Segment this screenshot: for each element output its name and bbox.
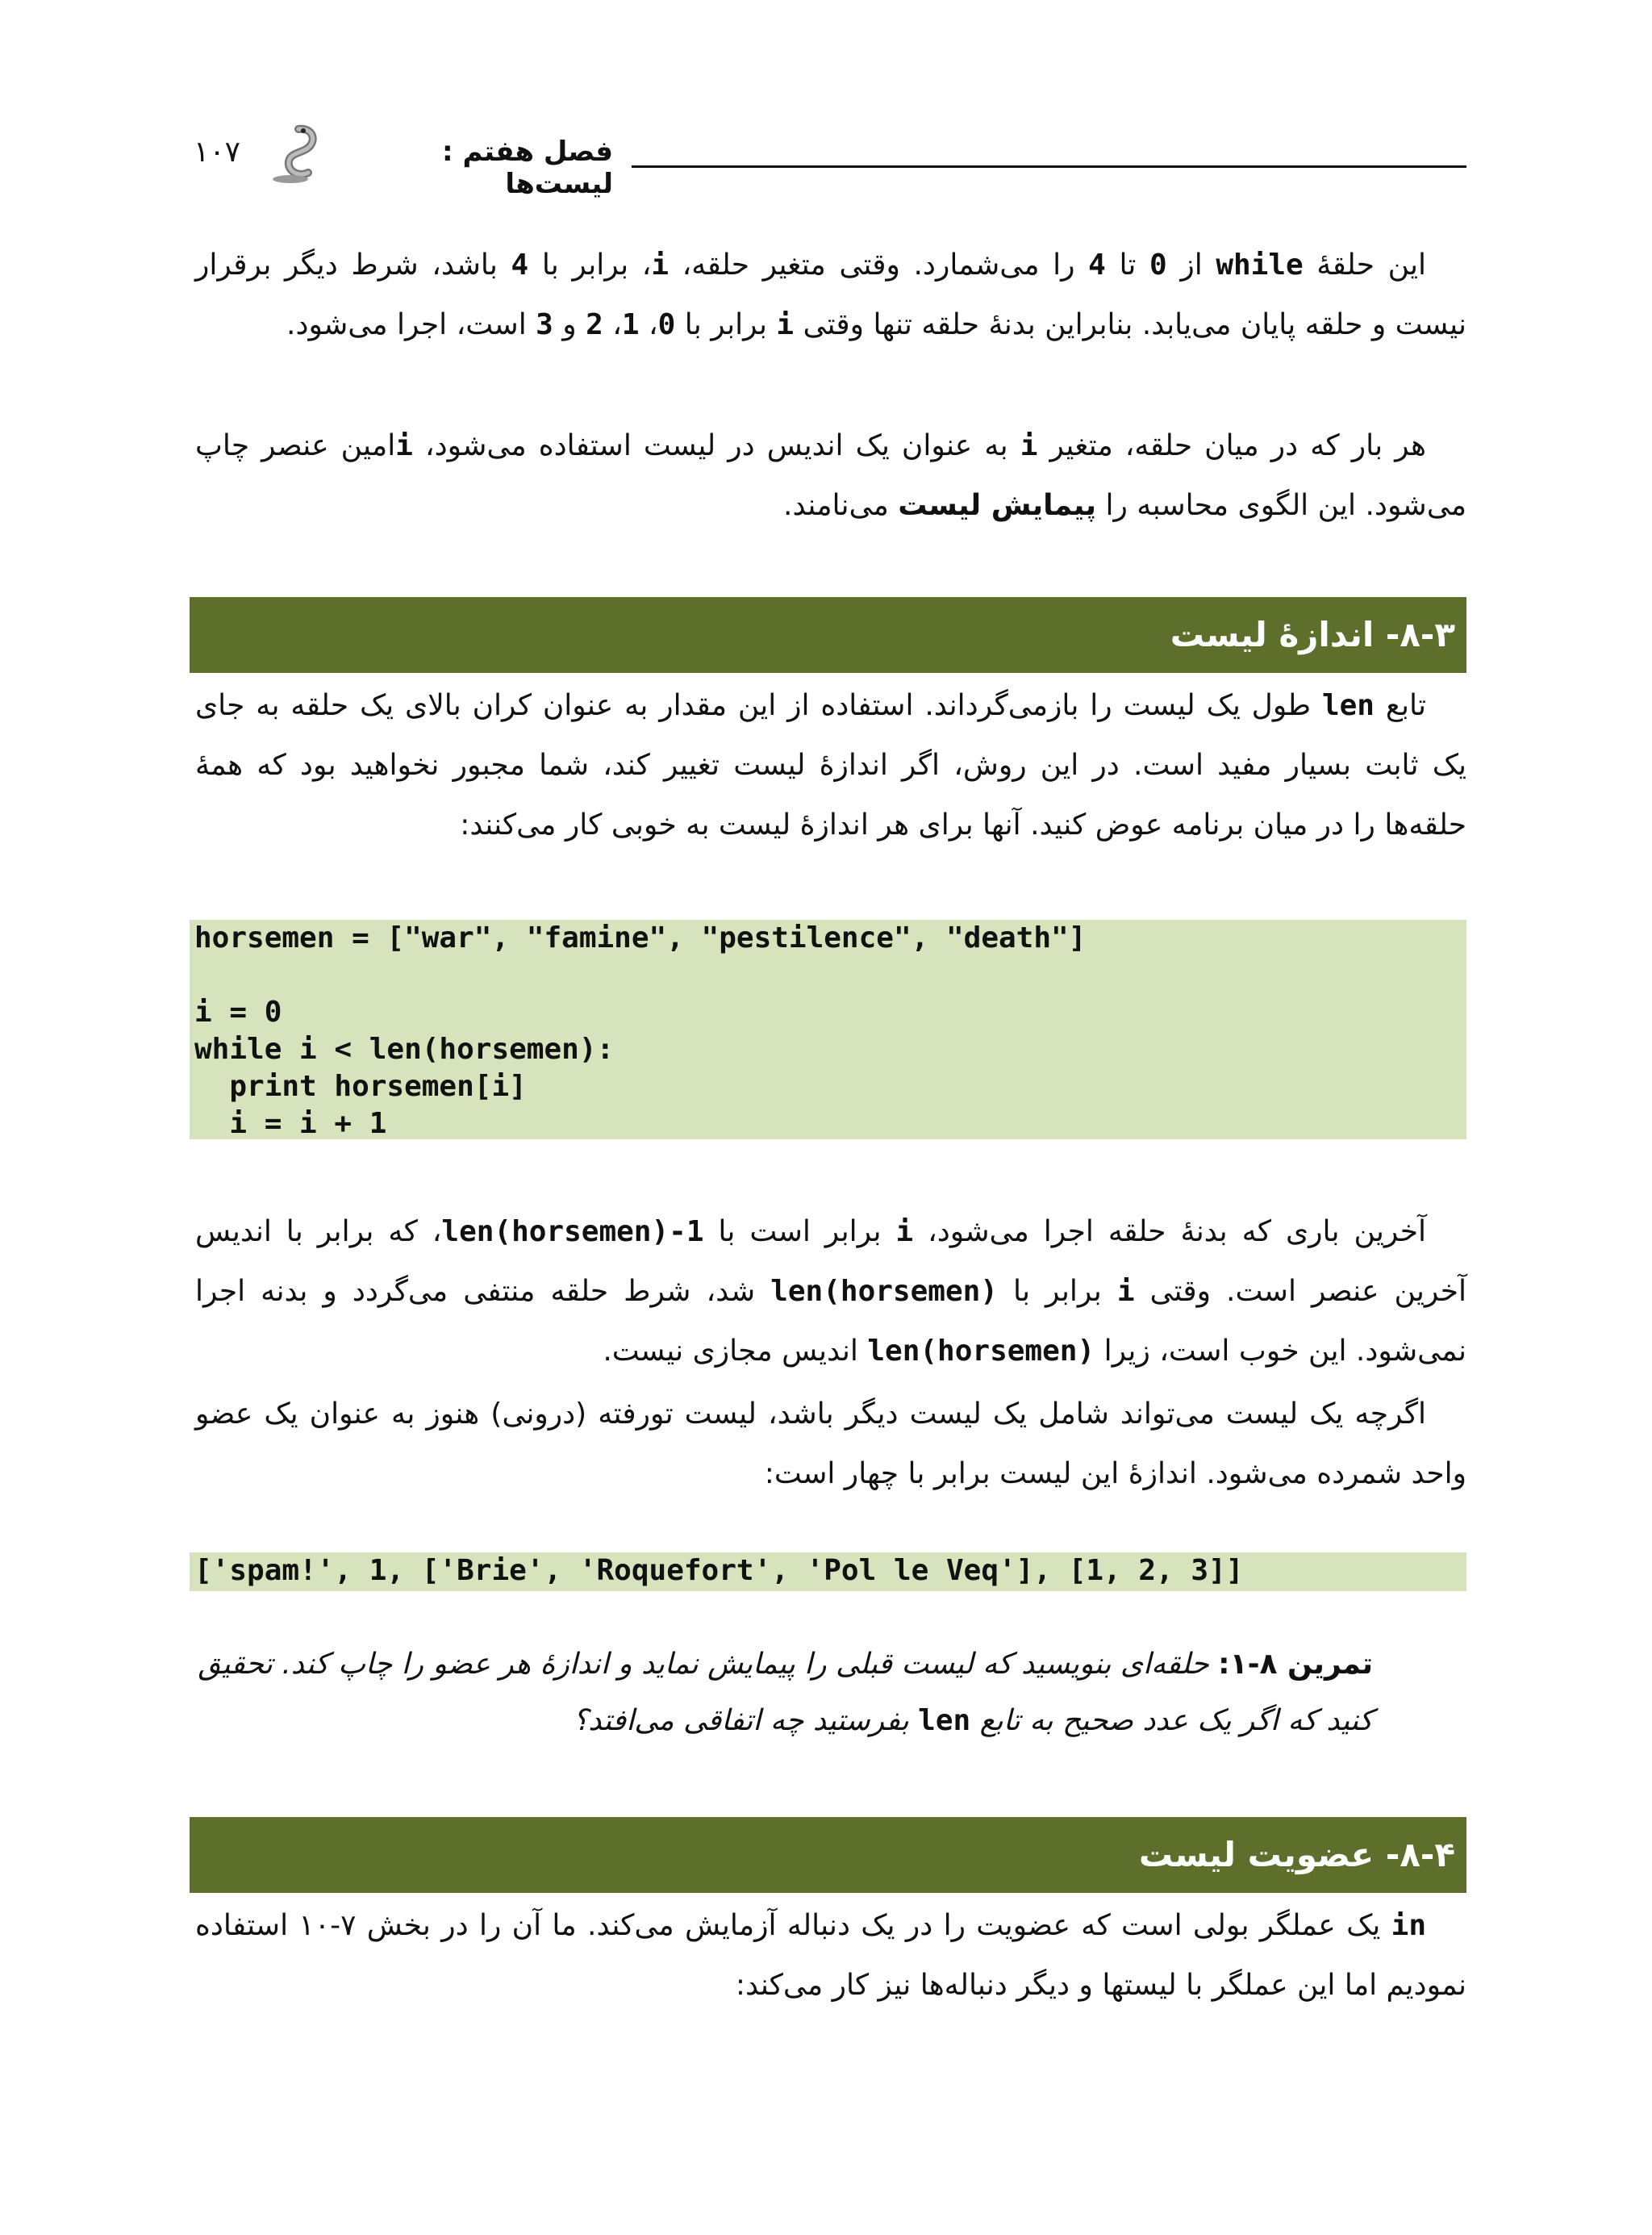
section-heading-list-length: ۸-۳- اندازهٔ لیست xyxy=(190,597,1466,673)
section-3-paragraph-1: تابع len طول یک لیست را بازمی‌گرداند. استفاده از این مقدار به عنوان کران بالای یک حلقه به جای یک ثابت بسیار مفید است. در این روش، اگر اندازهٔ لیست تغییر کند، شما مجبور نخواهید بود که همهٔ حلقه‌ها را در میان برنامه عوض کنید. آنها برای هر اندازهٔ لیست به خوبی کار می‌کنند: xyxy=(195,689,1466,842)
chapter-title: فصل هفتم : لیست‌ها xyxy=(442,136,613,200)
section-heading-list-membership: ۸-۴- عضویت لیست xyxy=(190,1817,1466,1893)
section-3-paragraph-2: آخرین باری که بدنهٔ حلقه اجرا می‌شود، i برابر است با len(horsemen)-1، که برابر با اندیس آخرین عنصر است. وقتی i برابر با len(horsemen) شد، شرط حلقه منتفی می‌گردد و بدنه اجرا نمی‌شود. این خوب است، زیرا len(horsemen) اندیس مجازی نیست. xyxy=(195,1215,1466,1368)
intro-paragraph-2: هر بار که در میان حلقه، متغیر i به عنوان یک اندیس در لیست استفاده می‌شود، iامین عنصر چاپ می‌شود. این الگوی محاسبه را پیمایش لیست می‌نامند. xyxy=(195,429,1466,522)
intro-paragraph-1: این حلقهٔ while از 0 تا 4 را می‌شمارد. وقتی متغیر حلقه، i، برابر با 4 باشد، شرط دیگر برقرار نیست و حلقه پایان می‌یابد. بنابراین بدنهٔ حلقه تنها وقتی i برابر با 0، 1، 2 و 3 است، اجرا می‌شود. xyxy=(195,249,1466,341)
section-4-paragraph-1: in یک عملگر بولی است که عضویت را در یک دنباله آزمایش می‌کند. ما آن را در بخش ۷-۱۰ استفاده نمودیم اما این عملگر با لیستها و دیگر دنباله‌ها نیز کار می‌کند: xyxy=(195,1909,1466,2002)
code-block-horsemen: horsemen = ["war", "famine", "pestilence", "death"] i = 0 while i < len(horsemen): print horsemen[i] i = i + 1 xyxy=(190,920,1466,1139)
header-rule xyxy=(632,165,1466,168)
exercise-8-1: تمرین ۸-۱: حلقه‌ای بنویسید که لیست قبلی را پیمایش نماید و اندازهٔ هر عضو را چاپ کند. تحقیق کنید که اگر یک عدد صحیح به تابع len بفرستید چه اتفاقی می‌افتد؟ xyxy=(198,1648,1373,1737)
section-3-paragraph-3: اگرچه یک لیست می‌تواند شامل یک لیست دیگر باشد، لیست تورفته (درونی) هنوز به عنوان یک عضو واحد شمرده می‌شود. اندازهٔ این لیست برابر با چهار است: xyxy=(195,1397,1466,1490)
page-number: ۱۰۷ xyxy=(194,136,241,169)
code-block-nested-list: ['spam!', 1, ['Brie', 'Roquefort', 'Pol le Veq'], [1, 2, 3]] xyxy=(190,1552,1466,1591)
python-snake-logo-icon xyxy=(266,121,331,186)
